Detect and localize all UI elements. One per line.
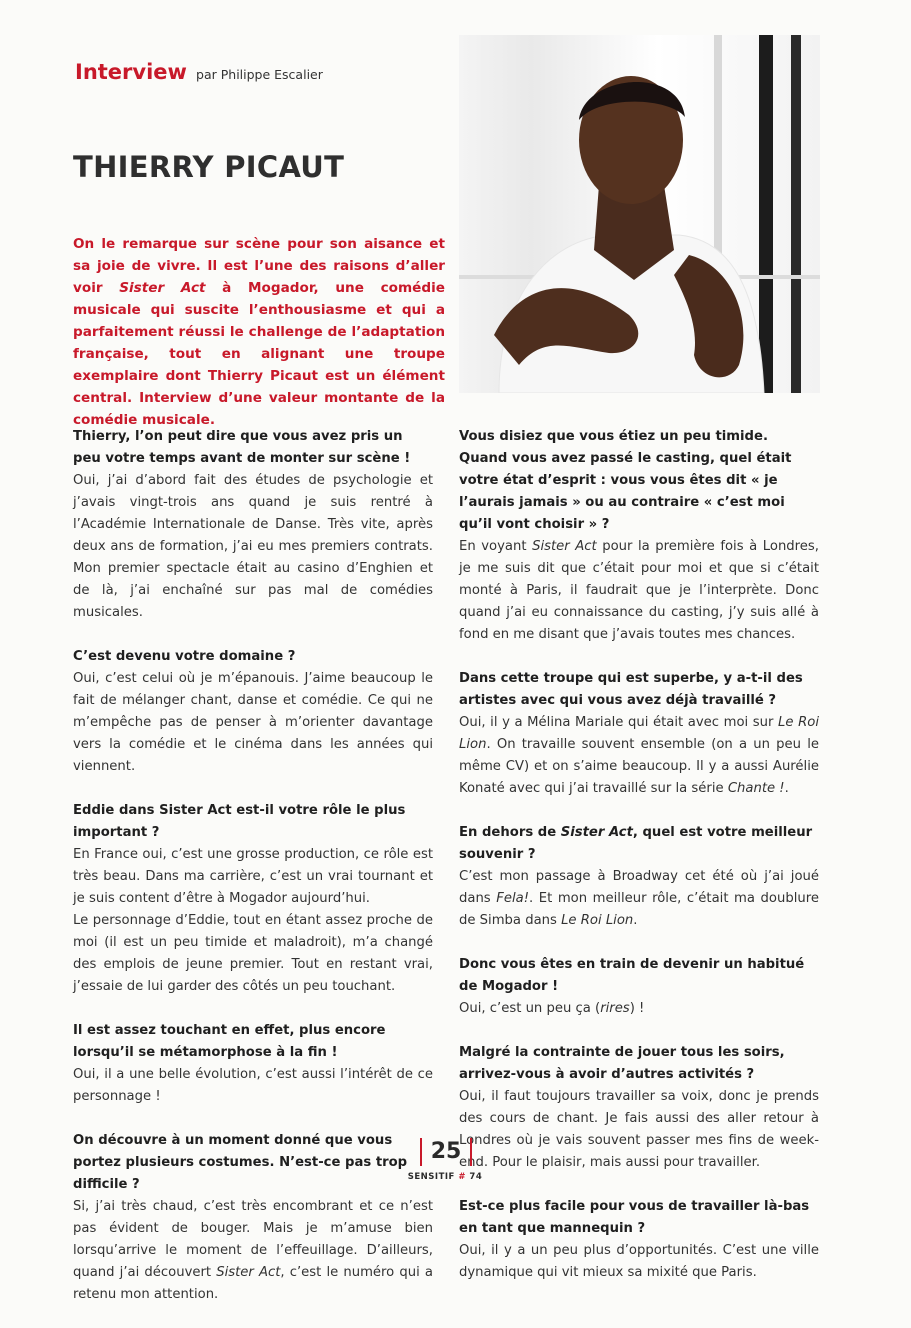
qa-block <box>459 822 819 932</box>
qa-block <box>459 1042 819 1174</box>
qa-block <box>73 1020 433 1108</box>
answer-show-title: Fela! <box>496 891 529 906</box>
question: Donc vous êtes en train de devenir un habitué de Mogador ! <box>459 957 805 994</box>
magazine-name: SENSITIF <box>407 1172 455 1182</box>
answer-text: Si, j’ai très chaud, c’est très encombrant et ce n’est pas évident de bouger. Mais je m’amuse bien lorsqu’arrive le moment de l’effeuillage. D’ailleurs, quand j’ai découvert <box>73 1199 433 1280</box>
answer: Oui, il a une belle évolution, c’est aussi l’intérêt de ce personnage ! <box>73 1067 433 1104</box>
page-number: 25 <box>420 1138 472 1166</box>
answer-continued: Le personnage d’Eddie, tout en étant assez proche de moi (il est un peu timide et maladroit), m’a changé des emplois de jeune premier. Tout en restant vrai, j’essaie de lui garder des côtés un peu touchant. <box>73 913 433 994</box>
question <box>73 800 433 844</box>
issue-hash: # <box>458 1172 466 1182</box>
question: Thierry, l’on peut dire que vous avez pris un peu votre temps avant de monter sur scène ! <box>73 429 411 466</box>
question-text: En dehors de <box>459 825 561 840</box>
issue-number: 74 <box>469 1172 483 1182</box>
answer: Oui, j’ai d’abord fait des études de psychologie et j’avais vingt-trois ans quand je suis rentré à l’Académie Internationale de Danse. Très vite, après deux ans de formation, j’ai eu mes premiers contrats. Mon premier spectacle était au casino d’Enghien et de là, j’ai enchaîné sur pas mal de comédies musicales. <box>73 473 433 620</box>
answer <box>459 998 819 1020</box>
lead-text-1: On le remarque sur scène pour son aisance et sa joie de vivre. Il est l’une des raisons d’aller voir <box>73 236 445 296</box>
answer-text: . <box>633 913 638 928</box>
answer <box>73 1196 433 1306</box>
qa-block <box>459 668 819 800</box>
qa-block <box>459 1196 819 1284</box>
answer-show-title: Le Roi Lion <box>459 715 819 752</box>
question: Dans cette troupe qui est superbe, y a-t-il des artistes avec qui vous avez déjà travaillé ? <box>459 671 803 708</box>
qa-block <box>459 954 819 1020</box>
answer-text: Oui, c’est un peu ça ( <box>459 1001 601 1016</box>
question: Il est assez touchant en effet, plus encore lorsqu’il se métamorphose à la fin ! <box>73 1023 386 1060</box>
qa-block <box>73 1130 433 1306</box>
right-column <box>459 426 819 1306</box>
left-column <box>73 426 433 1328</box>
qa-block <box>73 426 433 624</box>
page-title: THIERRY PICAUT <box>73 150 345 184</box>
answer: En France oui, c’est une grosse production, ce rôle est très beau. Dans ma carrière, c’est un vrai tournant et je suis content d’être à Mogador aujourd’hui. <box>73 847 433 906</box>
question-text: est-il votre rôle le plus important ? <box>73 803 406 840</box>
question: On découvre à un moment donné que vous portez plusieurs costumes. N’est-ce pas trop difficile ? <box>73 1133 408 1192</box>
question <box>459 822 819 866</box>
answer-show-title: Sister Act <box>532 539 597 554</box>
question-text: Eddie dans <box>73 803 160 818</box>
section-kicker: Interview <box>75 60 187 84</box>
answer: Oui, c’est celui où je m’épanouis. J’aime beaucoup le fait de mélanger chant, danse et comédie. Ce qui ne m’empêche pas de penser à m’orienter davantage vers la comédie et le cinéma dans les années qui viennent. <box>73 671 433 774</box>
qa-block <box>73 800 433 998</box>
answer-text: ) ! <box>629 1001 645 1016</box>
answer <box>459 712 819 800</box>
answer-text: . On travaille souvent ensemble (on a un peu le même CV) et on s’aime beaucoup. Il y a aussi Aurélie Konaté avec qui j’ai travaillé sur la série <box>459 737 819 796</box>
lead-paragraph <box>73 233 445 431</box>
answer-text: , c’est le numéro qui a retenu mon attention. <box>73 1265 433 1302</box>
answer-show-title: Sister Act <box>216 1265 281 1280</box>
question: Vous disiez que vous étiez un peu timide. Quand vous avez passé le casting, quel était votre état d’esprit : vous vous êtes dit « je l’aurais jamais » ou au contraire « c’est moi qu’il vont choisir » ? <box>459 429 792 532</box>
answer-series-title: Chante ! <box>727 781 785 796</box>
answer-text: En voyant <box>459 539 533 554</box>
byline: par Philippe Escalier <box>196 67 323 82</box>
answer-text: pour la première fois à Londres, je me suis dit que c’était pour moi et que si c’était monté à Paris, il faudrait que je l’interprète. Donc quand j’ai eu connaissance du casting, j’y suis allé à fond en me disant que j’avais toutes mes chances. <box>459 539 819 642</box>
portrait-illustration <box>459 35 820 393</box>
magazine-issue <box>380 1172 510 1182</box>
answer: Oui, il y a un peu plus d’opportunités. C’est une ville dynamique qui vit mieux sa mixité que Paris. <box>459 1243 819 1280</box>
lead-show-title: Sister Act <box>119 280 206 296</box>
question-show-title: Sister Act <box>159 803 232 818</box>
question: C’est devenu votre domaine ? <box>73 649 296 664</box>
answer-aside: rires <box>600 1001 630 1016</box>
portrait-photo <box>459 35 820 393</box>
qa-block <box>73 646 433 778</box>
question-text: , quel est votre meilleur souvenir ? <box>459 825 813 862</box>
question: Malgré la contrainte de jouer tous les soirs, arrivez-vous à avoir d’autres activités ? <box>459 1045 785 1082</box>
question-show-title: Sister Act <box>560 825 633 840</box>
answer <box>459 866 819 932</box>
answer: Oui, il faut toujours travailler sa voix, donc je prends des cours de chant. Je fais aussi des aller retour à Londres où je vais souvent passer mes fins de week-end. Pour le plaisir, mais aussi pour travailler. <box>459 1089 819 1170</box>
lead-text-2: à Mogador, une comédie musicale qui suscite l’enthousiasme et qui a parfaitement réussi le challenge de l’adaptation française, tout en alignant une troupe exemplaire dont Thierry Picaut est un élément central. Interview d’une valeur montante de la comédie musicale. <box>73 280 446 428</box>
answer-text: . Et mon meilleur rôle, c’était ma doublure de Simba dans <box>459 891 819 928</box>
question: Est-ce plus facile pour vous de travailler là-bas en tant que mannequin ? <box>459 1199 810 1236</box>
answer-text: . <box>784 781 789 796</box>
article-header <box>75 60 455 84</box>
qa-block <box>459 426 819 646</box>
answer-text: Oui, il y a Mélina Mariale qui était avec moi sur <box>459 715 779 730</box>
answer <box>459 536 819 646</box>
answer-text: C’est mon passage à Broadway cet été où j’ai joué dans <box>459 869 819 906</box>
answer-show-title: Le Roi Lion <box>561 913 634 928</box>
